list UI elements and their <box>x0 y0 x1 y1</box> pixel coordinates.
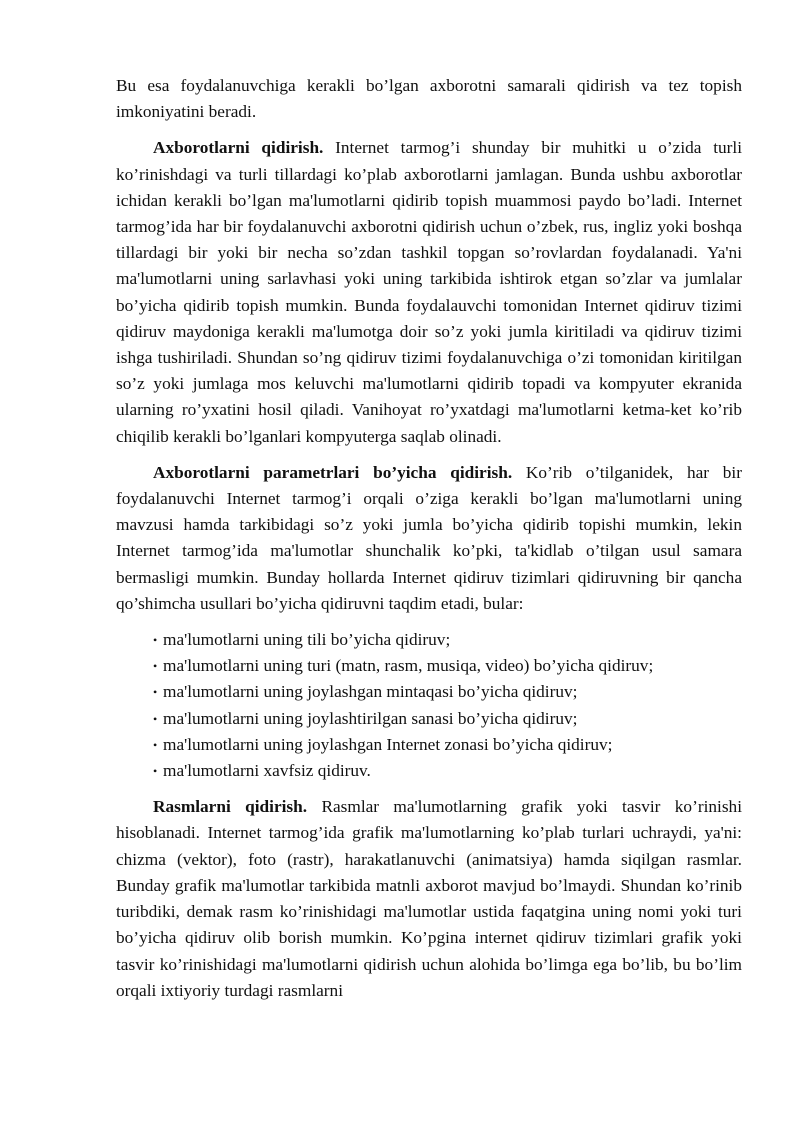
section-body: Rasmlar ma'lumotlarning grafik yoki tasvir ko’rinishi hisoblanadi. Internet tarmog’ida grafik ma'lumotlarning ko’plab turlari uchraydi, ya'ni: chizma (vektor), foto (rastr), harakatlanuvchi (animatsiya) hamda siqilgan rasmlar. Bunday grafik ma'lumotlar tarkibida matnli axborot mavjud bo’lmaydi. Shundan ko’rinib turibdiki, demak rasm ko’rinishidagi ma'lumotlar ustida faqatgina uning nomi yoki turi bo’yicha qidiruv olib borish mumkin. Ko’pgina internet qidiruv tizimlari grafik yoki tasvir ko’rinishidagi ma'lumotlarni qidirish uchun alohida bo’limga ega bo’lib, bu bo’lim orqali ixtiyoriy turdagi rasmlarni <box>116 797 742 1000</box>
paragraph-parameter-search <box>116 460 742 617</box>
list-item: • ma'lumotlarni uning joylashgan Internet zonasi bo’yicha qidiruv; <box>153 732 742 758</box>
bullet-icon: • <box>153 659 158 674</box>
list-item: • ma'lumotlarni uning joylashtirilgan sanasi bo’yicha qidiruv; <box>153 706 742 732</box>
list-item: • ma'lumotlarni uning tili bo’yicha qidiruv; <box>153 627 742 653</box>
bullet-icon: • <box>153 764 158 779</box>
section-heading: Rasmlarni qidirish. <box>153 797 308 817</box>
bullet-icon: • <box>153 633 158 648</box>
bullet-icon: • <box>153 685 158 700</box>
list-item: • ma'lumotlarni uning joylashgan mintaqasi bo’yicha qidiruv; <box>153 679 742 705</box>
section-heading: Axborotlarni qidirish. <box>153 138 324 158</box>
section-heading: Axborotlarni parametrlari bo’yicha qidirish. <box>153 462 513 482</box>
search-methods-list <box>116 627 742 784</box>
section-body: Ko’rib o’tilganidek, har bir foydalanuvchi Internet tarmog’i orqali o’ziga kerakli bo’lgan ma'lumotlarni uning mavzusi hamda tarkibidagi so’z yoki jumla bo’yicha qidirib topishi mumkin, lekin Internet tarmog’ida ma'lumotlar shunchalik ko’pki, ta'kidlab o’tilgan usul samara bermasligi mumkin. Bunday hollarda Internet qidiruv tizimlari qidiruvning bir qancha qo’shimcha usullari bo’yicha qidiruvni taqdim etadi, bular: <box>116 462 742 613</box>
list-item: • ma'lumotlarni xavfsiz qidiruv. <box>153 758 742 784</box>
list-item: • ma'lumotlarni uning turi (matn, rasm, musiqa, video) bo’yicha qidiruv; <box>153 653 742 679</box>
intro-paragraph: Bu esa foydalanuvchiga kerakli bo’lgan axborotni samarali qidirish va tez topish imkoniyatini beradi. <box>116 76 742 122</box>
document-page <box>116 73 742 1004</box>
bullet-icon: • <box>153 737 158 752</box>
paragraph-image-search <box>116 794 742 1004</box>
bullet-icon: • <box>153 711 158 726</box>
paragraph-search <box>116 135 742 449</box>
section-body: Internet tarmog’i shunday bir muhitki u o’zida turli ko’rinishdagi va turli tillardagi ko’plab axborotlarni jamlagan. Bunda ushbu axborotlar ichidan kerakli bo’lgan ma'lumotlarni qidirib topish muammosi paydo bo’ladi. Internet tarmog’ida har bir foydalanuvchi axborotni qidirish uchun o’zbek, rus, ingliz yoki boshqa tillardagi bir yoki bir necha so’zdan tashkil topgan so’rovlardan foydalanadi. Ya'ni ma'lumotlarni uning sarlavhasi yoki uning tarkibida ishtirok etgan so’zlar va jumlalar bo’yicha qidirib topish mumkin. Bunda foydalauvchi tomonidan Internet qidiruv tizimi qidiruv maydoniga kerakli ma'lumotga doir so’z yoki jumla kiritiladi va qidiruv tizimi ishga tushiriladi. Shundan so’ng qidiruv tizimi foydalanuvchiga o’zi tomonidan kiritilgan so’z yoki jumlaga mos keluvchi ma'lumotlarni qidirib topadi va kompyuter ekranida ularning ro’yxatini hosil qiladi. Vanihoyat ro’yxatdagi ma'lumotlarni ketma-ket ko’rib chiqilib kerakli bo’lganlari kompyuterga saqlab olinadi. <box>116 138 742 446</box>
